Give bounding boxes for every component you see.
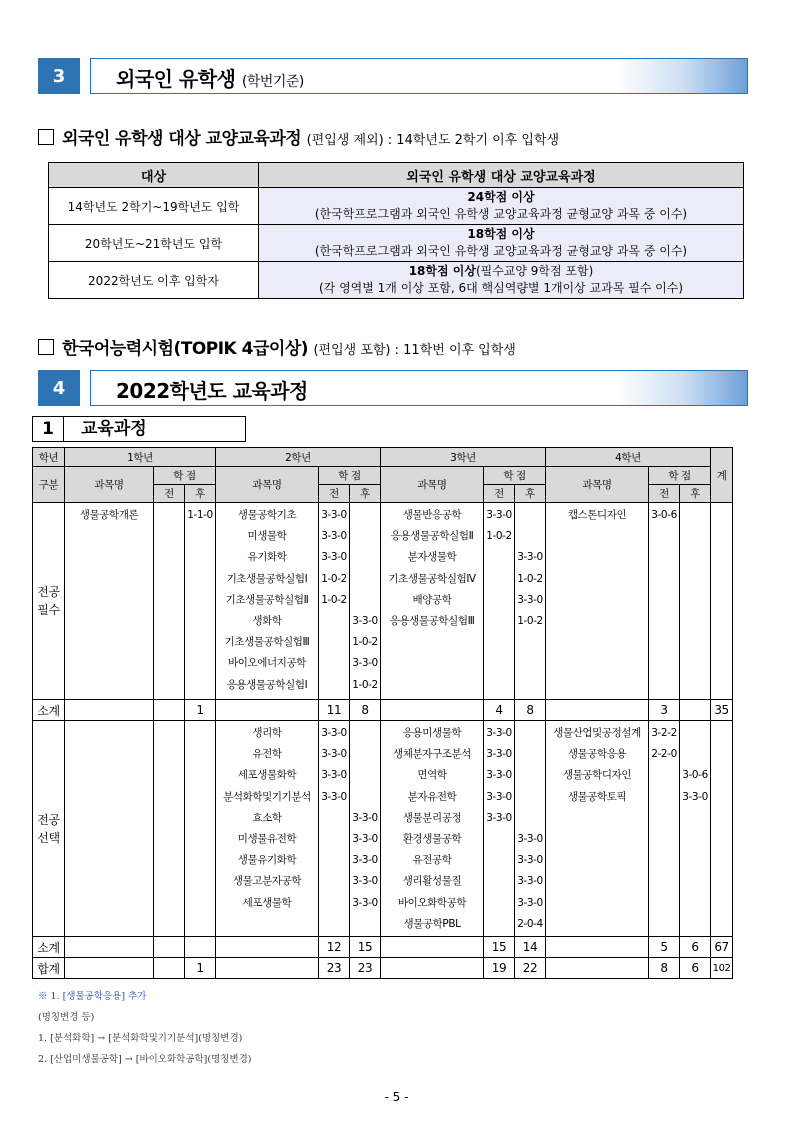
table-row: 2022학년도 이후 입학자 18학점 이상(필수교양 9학점 포함) (각 영역별 1개 이상 포함, 6대 핵심역량별 1개이상 교과목 필수 이수) [49, 262, 744, 299]
page-number: - 5 - [384, 1090, 409, 1104]
section-4-header [38, 370, 748, 406]
topik-heading: 한국어능력시험(TOPIK 4급이상) (편입생 포함) : 11학번 이후 입학생 [38, 334, 516, 359]
table-row: 학년 1학년 2학년 3학년 4학년 계 [33, 448, 733, 467]
col-header-ge: 외국인 유학생 대상 교양교육과정 [259, 163, 744, 188]
major-required-row: 전공 필수 생물공학개론 1-1-0 생물공학기초 미생물학 유기화학 기초생물공학실험Ⅰ 기초생물공학실험Ⅱ 생화학 기초생물공학실험Ⅲ 바이오에너지공학 응용생물공학실험Ⅰ 3-3-0 3-3-0 3-3-0 1-0-2 1-0-2 3-3-0 1-0-2 3-3-0 1-0-2 생물반응공학 응용생물공학실험Ⅱ 분자생물학 기초생물공학실험Ⅳ 배양공학 응용생물공학실험Ⅲ 3-3-0 1-0-2 3-3-0 1-0-2 3-3-0 1-0-2 캡스톤디자인 3-0-6 [33, 503, 733, 700]
col-header-target: 대상 [49, 163, 259, 188]
change-notes: ※ 1. [생물공학응용] 추가 (명칭변경 등) 1. [분석화학] → [분석화학및기기분석](명칭변경) 2. [산업미생물공학] → [바이오화학공학](명칭변경) [38, 991, 252, 1065]
section-3-header [38, 58, 748, 94]
table-row: 14학년도 2학기~19학년도 입학 24학점 이상 (한국학프로그램과 외국인 유학생 교양교육과정 균형교양 과목 중 이수) [49, 188, 744, 225]
section-title: 외국인 유학생 (학번기준) [116, 67, 304, 91]
subsection-header: 1 교육과정 [32, 416, 246, 442]
foreign-ge-heading: 외국인 유학생 대상 교양교육과정 (편입생 제외) : 14학년도 2학기 이후 입학생 [38, 124, 559, 149]
checkbox-square-icon [38, 129, 54, 145]
table-row: 20학년도~21학년도 입학 18학점 이상 (한국학프로그램과 외국인 유학생 교양교육과정 균형교양 과목 중 이수) [49, 225, 744, 262]
required-subtotal-row: 소계 1 11 8 4 8 3 35 [33, 700, 733, 721]
section-title: 2022학년도 교육과정 [116, 379, 308, 403]
checkbox-square-icon [38, 339, 54, 355]
table-row: 구분 과목명 학 점 과목명 학 점 과목명 학 점 과목명 학 점 [33, 467, 733, 485]
elective-subtotal-row: 소계 12 15 15 14 5 6 67 [33, 937, 733, 958]
section-number: 3 [38, 58, 80, 94]
major-elective-row: 전공 선택 생리학 유전학 세포생물화학 분석화학및기기분석 효소학 미생물유전학 생물유기화학 생물고분자공학 세포생물학 3-3-0 3-3-0 3-3-0 3-3-0 3-3-0 3-3-0 3-3-0 3-3-0 3-3-0 응용미생물학 생체분자구조분석 면역학 분자유전학 생물분리공정 환경생물공학 유전공학 생리활성물질 바이오화학공학 생물공학PBL 3-3-0 3-3-0 3-3-0 3-3-0 3-3-0 3-3-0 3-3-0 3-3-0 3-3-0 2-0-4 생물산업및공정설계 생물공학응용 생물공학디자인 생물공학토픽 3-2-2 2-2-0 3-0-6 3-3-0 [33, 721, 733, 937]
grand-total-row: 합계 1 23 23 19 22 8 6 102 [33, 958, 733, 979]
foreign-ge-table [48, 162, 744, 299]
section-number: 4 [38, 370, 80, 406]
curriculum-table [32, 447, 733, 979]
table-row: 전 후 전 후 전 후 전 후 [33, 485, 733, 503]
